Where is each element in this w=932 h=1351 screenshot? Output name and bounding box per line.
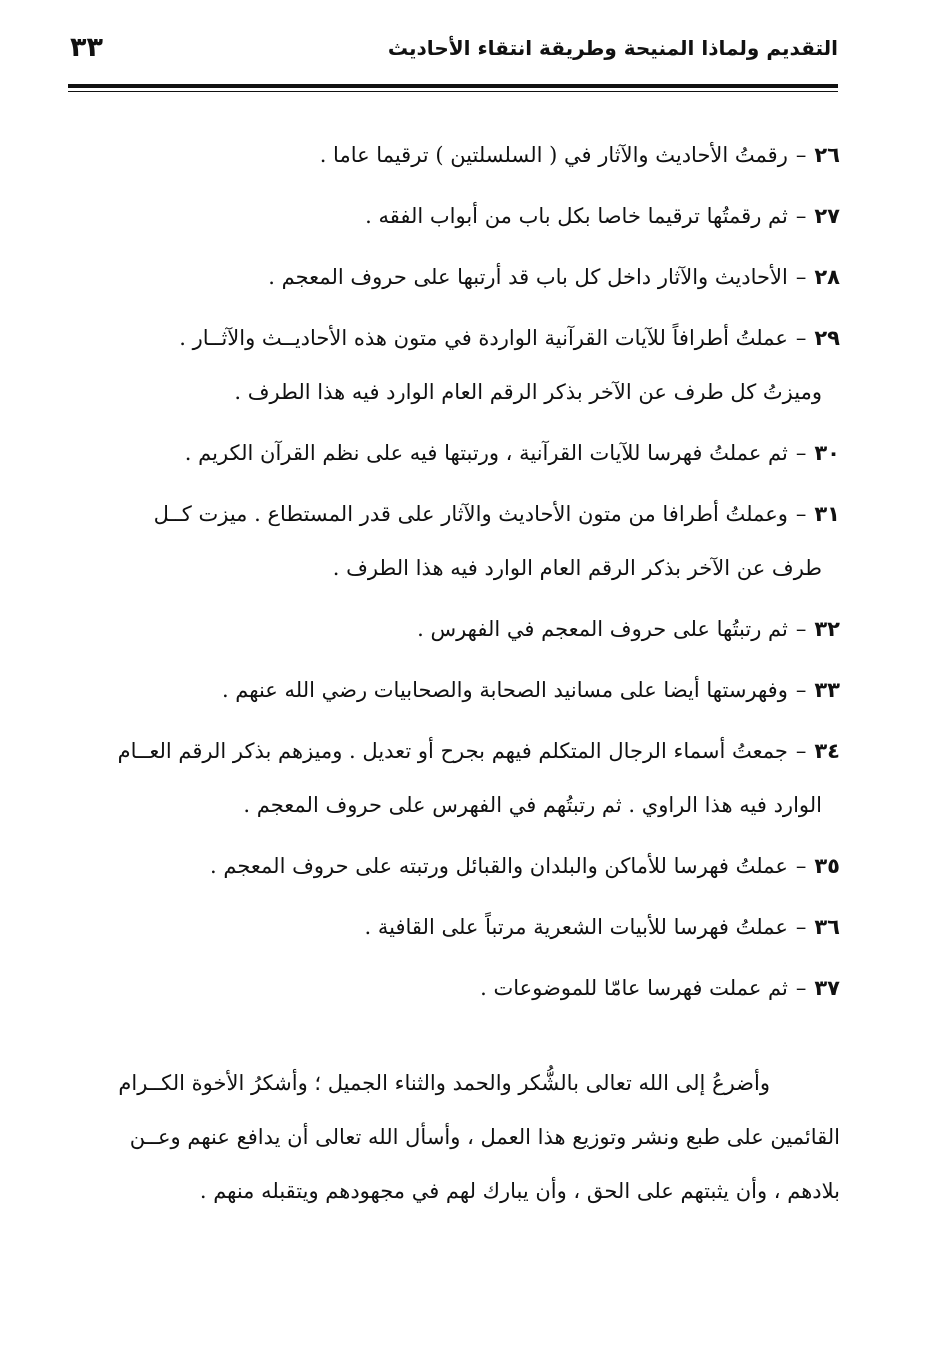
list-item-line (72, 724, 840, 778)
item-text: الأحاديث والآثار داخل كل باب قد أرتبها على حروف المعجم . (268, 265, 788, 289)
item-text: وفهرستها أيضا على مسانيد الصحابة والصحابيات رضي الله عنهم . (221, 678, 788, 702)
item-number: ٣٤ (814, 739, 840, 763)
item-text: ثم رقمتُها ترقيما خاصا بكل باب من أبواب الفقه . (365, 204, 788, 228)
item-text: عملتُ فهرسا للأماكن والبلدان والقبائل ورتبته على حروف المعجم . (210, 854, 788, 878)
list-item-line (72, 602, 840, 656)
closing-paragraph (72, 1056, 840, 1218)
item-number: ٣٠ (814, 441, 840, 465)
list-item (72, 189, 840, 243)
list-item-line (72, 663, 840, 717)
header-rule-thick (68, 84, 838, 88)
list-item (72, 311, 840, 419)
item-separator: – (795, 678, 807, 702)
item-separator: – (795, 143, 807, 167)
list-item (72, 900, 840, 954)
list-item-line (72, 961, 840, 1015)
closing-line: وأضرعُ إلى الله تعالى بالشُّكر والحمد والثناء الجميل ؛ وأشكرُ الأخوة الكــرام (118, 1071, 770, 1095)
item-separator: – (795, 326, 807, 350)
list-item-line (72, 839, 840, 893)
list-item (72, 839, 840, 893)
item-number: ٣٦ (814, 915, 840, 939)
list-item-line (72, 189, 840, 243)
item-number: ٢٩ (814, 326, 840, 350)
item-separator: – (795, 441, 807, 465)
running-title: التقديم ولماذا المنيحة وطريقة انتقاء الأحاديث (387, 36, 838, 60)
item-number: ٣٥ (814, 854, 840, 878)
list-item-line (72, 250, 840, 304)
list-item-line (72, 487, 840, 541)
item-separator: – (795, 854, 807, 878)
list-item (72, 426, 840, 480)
list-item-line (72, 426, 840, 480)
page-header (68, 28, 838, 76)
closing-line: القائمين على طبع ونشر وتوزيع هذا العمل ، وأسأل الله تعالى أن يدافع عنهم وعــن (129, 1125, 840, 1149)
list-item-line (72, 900, 840, 954)
item-text: طرف عن الآخر بذكر الرقم العام الوارد فيه هذا الطرف . (332, 556, 822, 580)
item-number: ٣١ (814, 502, 840, 526)
item-number: ٣٧ (814, 976, 840, 1000)
list-item-continuation (72, 778, 840, 832)
list-item (72, 602, 840, 656)
item-text: الوارد فيه هذا الراوي . ثم رتبتُهم في الفهرس على حروف المعجم . (243, 793, 822, 817)
list-item-continuation (72, 365, 840, 419)
item-separator: – (795, 976, 807, 1000)
list-item (72, 250, 840, 304)
list-item (72, 724, 840, 832)
item-number: ٢٦ (814, 143, 840, 167)
list-item (72, 663, 840, 717)
list-item-continuation (72, 541, 840, 595)
list-item-line (72, 128, 840, 182)
item-separator: – (795, 617, 807, 641)
item-separator: – (795, 502, 807, 526)
item-text: وعملتُ أطرافا من متون الأحاديث والآثار على قدر المستطاع . ميزت كــل (153, 502, 788, 526)
item-text: جمعتُ أسماء الرجال المتكلم فيهم بجرح أو تعديل . وميزهم بذكر الرقم العــام (117, 739, 788, 763)
list-item-line (72, 311, 840, 365)
item-number: ٢٨ (814, 265, 840, 289)
item-text: عملتُ فهرسا للأبيات الشعرية مرتباً على القافية . (364, 915, 788, 939)
item-number: ٣٢ (814, 617, 840, 641)
item-separator: – (795, 204, 807, 228)
item-separator: – (795, 739, 807, 763)
list-item (72, 128, 840, 182)
header-rule-thin (68, 91, 838, 92)
list-item (72, 487, 840, 595)
item-text: عملتُ أطرافاً للآيات القرآنية الواردة في متون هذه الأحاديــث والآثــار . (179, 326, 788, 350)
item-text: وميزتُ كل طرف عن الآخر بذكر الرقم العام الوارد فيه هذا الطرف . (234, 380, 822, 404)
item-text: رقمتُ الأحاديث والآثار في ( السلسلتين ) ترقيما عاما . (319, 143, 788, 167)
item-text: ثم رتبتُها على حروف المعجم في الفهرس . (417, 617, 788, 641)
item-separator: – (795, 915, 807, 939)
page-number: ٣٣ (70, 32, 103, 63)
list-item (72, 961, 840, 1015)
closing-line: بلادهم ، وأن يثبتهم على الحق ، وأن يبارك لهم في مجهودهم ويتقبله منهم . (199, 1179, 840, 1203)
item-text: ثم عملت فهرسا عامّا للموضوعات . (480, 976, 788, 1000)
item-number: ٢٧ (814, 204, 840, 228)
item-number: ٣٣ (814, 678, 840, 702)
item-separator: – (795, 265, 807, 289)
item-text: ثم عملتُ فهرسا للآيات القرآنية ، ورتبتها فيه على نظم القرآن الكريم . (184, 441, 788, 465)
numbered-list (72, 128, 840, 1022)
